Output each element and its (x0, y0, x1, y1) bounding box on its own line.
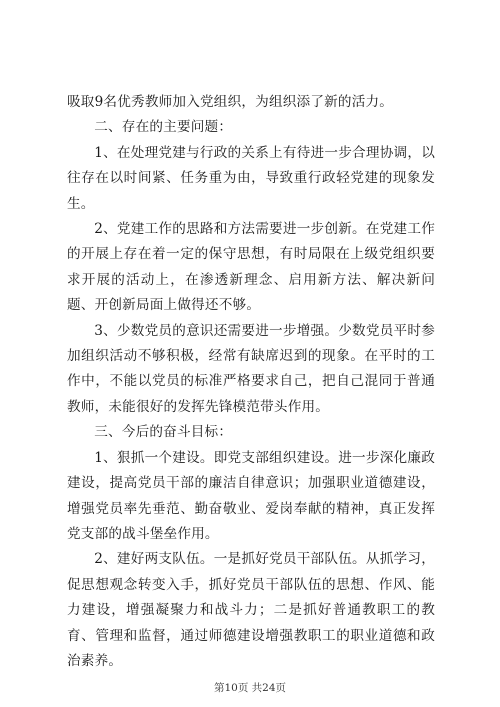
paragraph-goal-2: 2、建好两支队伍。一是抓好党员干部队伍。从抓学习，促思想观念转变入手，抓好党员干部队伍的思想、作风、能力建设，增强凝聚力和战斗力；二是抓好普通教职工的教育、管理和监督，通过师德建设增强教职工的职业道德和政治素养。 (67, 551, 435, 669)
document-body (67, 90, 435, 674)
paragraph-goal-1: 1、狠抓一个建设。即党支部组织建设。进一步深化廉政建设，提高党员干部的廉洁自律意识；加强职业道德建设，增强党员率先垂范、勤奋敬业、爱岗奉献的精神，真正发挥党支部的战斗堡垒作用。 (67, 449, 435, 542)
paragraph-problem-2: 2、党建工作的思路和方法需要进一步创新。在党建工作的开展上存在着一定的保守思想，有时局限在上级党组织要求开展的活动上，在渗透新理念、启用新方法、解决新问题、开创新局面上做得还不够。 (67, 221, 435, 314)
section-heading-problems: 二、存在的主要问题： (94, 119, 233, 136)
page-number-footer: 第10页 共24页 (213, 682, 287, 694)
section-heading-goals: 三、今后的奋斗目标： (94, 424, 233, 441)
paragraph-problem-1: 1、在处理党建与行政的关系上有待进一步合理协调，以往存在以时间紧、任务重为由，导致重行政轻党建的现象发生。 (67, 144, 435, 212)
paragraph-1: 吸取9名优秀教师加入党组织，为组织添了新的活力。 (67, 94, 394, 110)
paragraph-problem-3: 3、少数党员的意识还需要进一步增强。少数党员平时参加组织活动不够积极，经常有缺席迟到的现象。在平时的工作中，不能以党员的标准严格要求自己，把自己混同于普通教师，未能很好的发挥先锋模范带头作用。 (67, 322, 435, 415)
